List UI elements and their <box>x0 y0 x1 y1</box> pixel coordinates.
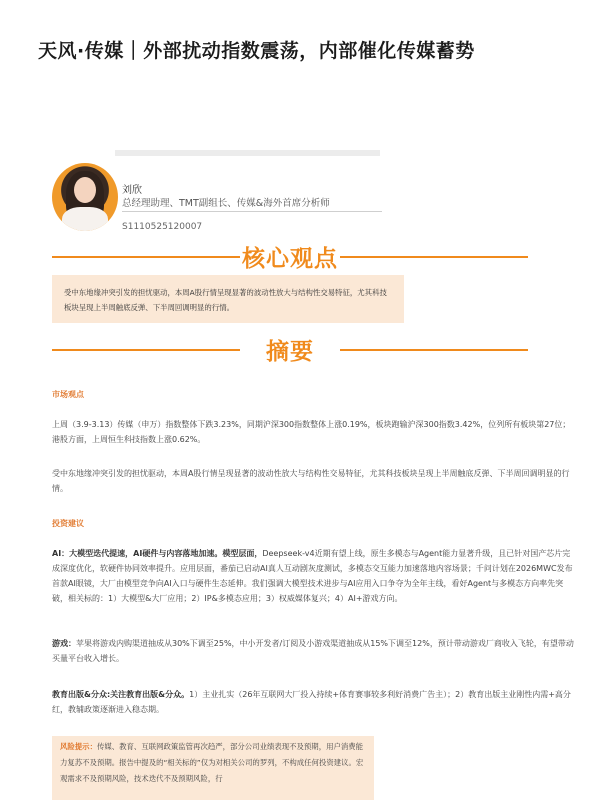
decorative-bar <box>115 150 380 156</box>
summary-header <box>52 333 528 365</box>
author-avatar <box>52 163 118 231</box>
risk-text: 传媒、教育、互联网政策监管再次趋严，部分公司业绩表现不及预期，用户消费能力复苏不及预期。报告中提及的“相关标的”仅为对相关公司的罗列，不构成任何投资建议。宏观需求不及预期风险，技术迭代不及预期风险，行 <box>60 742 364 783</box>
edu-lead: 教育出版&分众:关注教育出版&分众。 <box>52 690 190 699</box>
investment-advice-label: 投资建议 <box>52 519 84 528</box>
edu-text: 1）主业扎实（26年互联网大厂投入持续+体育赛事较多利好消费广告主）；2）教育出版主业刚性内需+高分红，教辅政策逐渐进入稳态期。 <box>52 690 571 714</box>
author-role: 总经理助理、TMT副组长、传媒&海外首席分析师 <box>122 198 330 209</box>
game-text: 苹果将游戏内购渠道抽成从30%下调至25%，中小开发者/订阅及小游戏渠道抽成从15%下调至12%，预计带动游戏厂商收入飞轮，有望带动买量平台收入增长。 <box>52 639 574 663</box>
risk-lead: 风险提示： <box>60 742 97 751</box>
core-header <box>52 240 528 272</box>
core-view-box: 受中东地缘冲突引发的担忧驱动，本周A股行情呈现显著的波动性放大与结构性交易特征，尤其科技板块呈现上半周触底反弹、下半周回调明显的行情。 <box>52 275 404 323</box>
market-paragraph-2: 受中东地缘冲突引发的担忧驱动，本周A股行情呈现显著的波动性放大与结构性交易特征，尤其科技板块呈现上半周触底反弹、下半周回调明显的行情。 <box>52 469 570 493</box>
game-paragraph <box>52 636 578 666</box>
author-name: 刘欣 <box>122 185 142 196</box>
market-view-label: 市场观点 <box>52 390 84 399</box>
ai-text: Deepseek-v4近期有望上线，原生多模态与Agent能力显著升级，且已针对国产芯片完成深度优化，软硬件协同效率提升。应用层面，番茄已启动AI真人互动剧灰度测试，多模态交互能力加速落地内容场景；千问计划在2026MWC发布首款AI眼镜，大厂由模型竞争向AI入口与硬件生态延伸。我们强调大模型技术进步与AI应用入口争夺为全年主线，看好Agent与多模态方向率先突破，相关标的：1）大模型&大厂应用；2）IP&多模态应用；3）权威媒体复兴；4）AI+游戏方向。 <box>52 549 573 603</box>
market-paragraph-1: 上周（3.9-3.13）传媒（申万）指数整体下跌3.23%，同期沪深300指数整体上涨0.19%，板块跑输沪深300指数3.42%，位列所有板块第27位；港股方面，上周恒生科技指数上涨0.62%。 <box>52 420 571 444</box>
core-heading: 核心观点 <box>242 246 338 272</box>
avatar-body <box>62 207 108 231</box>
author-cert-number: S1110525120007 <box>122 222 203 232</box>
education-paragraph <box>52 687 578 717</box>
summary-heading: 摘要 <box>266 339 314 365</box>
header-rule-right <box>340 349 528 351</box>
game-lead: 游戏： <box>52 639 76 648</box>
header-rule-right <box>340 256 528 258</box>
ai-lead: AI：大模型迭代提速，AI硬件与内容落地加速。模型层面， <box>52 549 263 558</box>
page-title: 天风·传媒｜外部扰动指数震荡，内部催化传媒蓄势 <box>38 40 475 62</box>
ai-paragraph <box>52 546 578 606</box>
risk-warning-box <box>52 736 374 800</box>
author-divider <box>122 211 382 212</box>
avatar-face <box>74 177 96 203</box>
